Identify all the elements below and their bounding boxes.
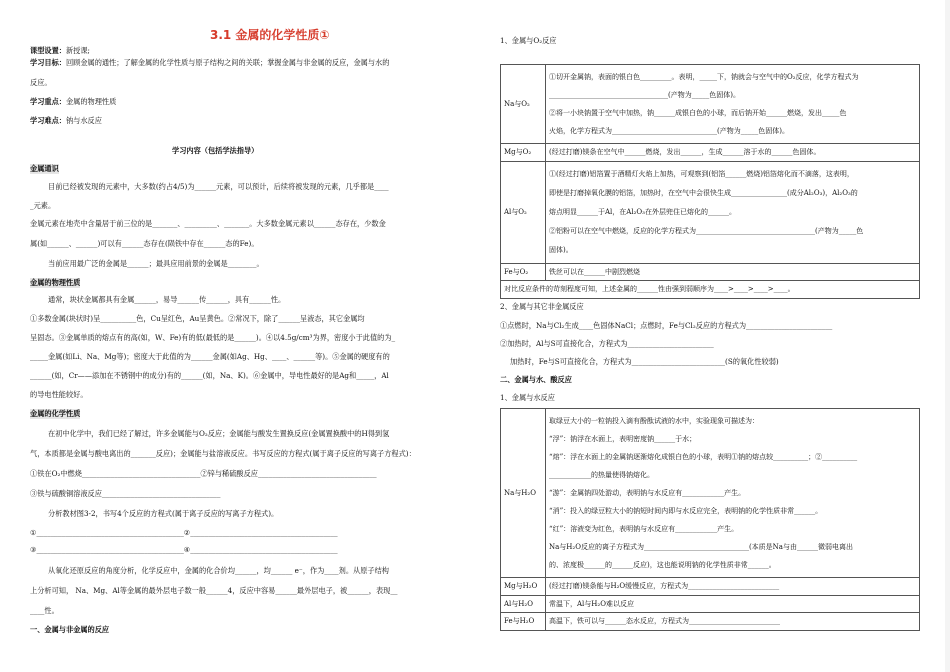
subsection-heading: 1、金属与水反应 xyxy=(500,393,555,402)
text-line: 从氧化还原反应的角度分析，化学反应中，金属的化合价均______，均______ e⁻，作为____剂。从原子结构 xyxy=(48,566,389,575)
text-line: 加热时，Fe与S可直接化合，方程式为__________________________(S的氧化性较弱) xyxy=(510,357,779,366)
text-line: ③_________________________________________④_________________________________________ xyxy=(30,545,338,554)
meta-row: 反应。 xyxy=(30,78,52,87)
table-row xyxy=(501,409,920,578)
section-heading: 金属通识 xyxy=(30,164,59,173)
table-row xyxy=(501,65,920,144)
meta-row: 课型设置：新授课; xyxy=(30,46,90,55)
table-row xyxy=(501,613,920,631)
row-content: ①(经过打磨)铝箔置于酒精灯火焰上加热，可观察到(铝箔______燃烧)铝箔熔化而不滴落，这表明， 即使是打磨掉氧化膜的铝箔，加热时，在空气中会很快生成________________(成分Al₂O₃)，Al₂O₃的 熔点明显______于Al，在Al₂O₃在外层兜住已熔化的______。 ②铝粉可以在空气中燃烧，反应的化学方程式为__________________________________(产物为_____色 固体)。 xyxy=(546,161,920,263)
section-heading: 金属的物理性质 xyxy=(30,278,81,287)
metal-water-table xyxy=(500,408,920,631)
row-label: Mg与H₂O xyxy=(501,578,546,596)
text-line: ①点燃时，Na与Cl₂生成____色固体NaCl；点燃时，Fe与Cl₂反应的方程式为________________________ xyxy=(500,321,833,330)
text-line: ①铁在O₂中燃烧_________________________________②锌与稀硫酸反应_________________________________ xyxy=(30,469,377,478)
text-line: 目前已经被发现的元素中，大多数(约占4/5)为______元素，可以预计，后续将被发现的元素，几乎都是____ xyxy=(48,182,389,191)
text-line: 呈固态。③金属单质的熔点有的高(如，W、Fe)有的低(最低的是______)。④以4.5g/cm³为界，密度小于此值的为_ xyxy=(30,333,396,342)
row-label: Al与O₂ xyxy=(501,161,546,263)
text-line: 上分析可知， Na、Mg、Al等金属的最外层电子数一般______4，反应中容易______最外层电子，被______，表现__ xyxy=(30,586,398,595)
row-content: ①切开金属钠，表面的银白色_________。表明，_____下，钠就会与空气中的O₂反应，化学方程式为 __________________________________(产物为_____色固体)。 ②将一小块钠置于空气中加热，钠______成银白色的小球，而后钠开始______燃烧，发出_____色 火焰，化学方程式为______________________________(产物为_____色固体)。 xyxy=(546,65,920,144)
row-content: 常温下，Al与H₂O难以反应 xyxy=(546,595,920,613)
table-row xyxy=(501,595,920,613)
row-content: (经过打磨)镁条能与H₂O缓慢反应，方程式为__________________________ xyxy=(546,578,920,596)
section-heading: 二、金属与水、酸反应 xyxy=(500,375,572,384)
text-line: ______(如，Cr——添加在不锈钢中的成分)有的______(如，Na、K)。⑥金属中，导电性最好的是Ag和_____，Al xyxy=(30,371,389,380)
text-line: 当前应用最广泛的金属是______；最具应用前景的金属是________。 xyxy=(48,259,264,268)
text-line: 在初中化学中，我们已经了解过，许多金属能与O₂反应；金属能与酸发生置换反应(金属置换酸中的H得到氢 xyxy=(48,429,390,438)
text-line: _元素。 xyxy=(30,201,56,210)
text-line: ____性。 xyxy=(30,606,59,615)
text-line: 气，本质都是金属与酸电离出的_______反应)；金属能与盐溶液反应。书写反应的方程式(属于离子反应的写离子方程式)： xyxy=(30,449,416,458)
row-label: Fe与O₂ xyxy=(501,263,546,281)
text-line: _____金属(如Li、Na、Mg等)；密度大于此值的为______金属(如Ag、Hg、____、______等)。⑤金属的硬度有的 xyxy=(30,352,390,361)
content-heading: 学习内容（包括学法指导） xyxy=(172,146,259,155)
text-line: 分析教材图3-2，书写4个反应的方程式(属于离子反应的写离子方程式)。 xyxy=(48,509,279,518)
scrollbar[interactable] xyxy=(945,0,950,672)
row-content: 取绿豆大小的一粒钠投入滴有酚酞试液的水中，实验现象可描述为： “浮”：钠浮在水面上，表明密度钠______于水； “熔”：浮在水面上的金属钠逐渐熔化成银白色的小球，表明①钠的熔点较__________；②__________ ____________的热量使得钠熔化。 “游”：金属钠四处游动，表明钠与水反应有____________产生。 “消”：投入的绿豆粒大小的钠短时间内即与水反应完全，表明钠的化学性质非常______。 “红”：溶液变为红色，表明钠与水反应有____________产生。 Na与H₂O反应的离子方程式为______________________________(本质是Na与由______微弱电离出 的、浓度极______的______反应)，这也能说明钠的化学性质非常______。 xyxy=(546,409,920,578)
text-line: 金属元素在地壳中含量居于前三位的是_______、_________、_______。大多数金属元素以______态存在，少数金 xyxy=(30,219,386,228)
row-label: Na与O₂ xyxy=(501,65,546,144)
table-row xyxy=(501,578,920,596)
row-content: 高温下，铁可以与______态水反应，方程式为__________________________ xyxy=(546,613,920,631)
row-content: 铁丝可以在______中剧烈燃烧 xyxy=(546,263,920,281)
text-line: ②加热时，Al与S可直接化合，方程式为________________________ xyxy=(500,339,714,348)
row-label: Fe与H₂O xyxy=(501,613,546,631)
meta-row: 学习目标：回顾金属的通性；了解金属的化学性质与原子结构之间的关联；掌握金属与非金属的反应，金属与水的 xyxy=(30,58,390,67)
row-label: Al与H₂O xyxy=(501,595,546,613)
table-row xyxy=(501,161,920,263)
text-line: 通常，块状金属都具有金属______，易导______传______，具有______性。 xyxy=(48,295,286,304)
text-line: 的导电性能较好。 xyxy=(30,390,88,399)
metal-oxygen-table xyxy=(500,64,920,299)
table-footer: 对比反应条件的苛刻程度可知，上述金属的______性由强到弱顺序为____>____>____>____。 xyxy=(501,281,920,299)
table-row xyxy=(501,281,920,299)
section-heading: 一、金属与非金属的反应 xyxy=(30,625,110,634)
text-line: 属(如______、______)可以有______态存在(陨铁中存在______态的Fe)。 xyxy=(30,239,259,248)
text-line: ③铁与硫酸铜溶液反应_________________________________ xyxy=(30,489,221,498)
text-line: ①多数金属(块状时)呈__________色，Cu呈红色，Au呈黄色。②常况下，除了______呈液态，其它金属均 xyxy=(30,314,365,323)
row-content: (经过打磨)镁条在空气中______燃烧，发出______，生成______溶于水的______色固体。 xyxy=(546,144,920,162)
table-row xyxy=(501,144,920,162)
row-label: Na与H₂O xyxy=(501,409,546,578)
subsection-heading: 2、金属与其它非金属反应 xyxy=(500,302,584,311)
meta-row: 学习难点：钠与水反应 xyxy=(30,116,102,125)
page-title: 3.1 金属的化学性质① xyxy=(210,28,330,42)
row-label: Mg与O₂ xyxy=(501,144,546,162)
subsection-heading: 1、金属与O₂反应 xyxy=(500,36,557,45)
text-line: ①_________________________________________②_________________________________________ xyxy=(30,528,338,537)
meta-row: 学习重点：金属的物理性质 xyxy=(30,97,117,106)
section-heading: 金属的化学性质 xyxy=(30,409,81,418)
table-row xyxy=(501,263,920,281)
